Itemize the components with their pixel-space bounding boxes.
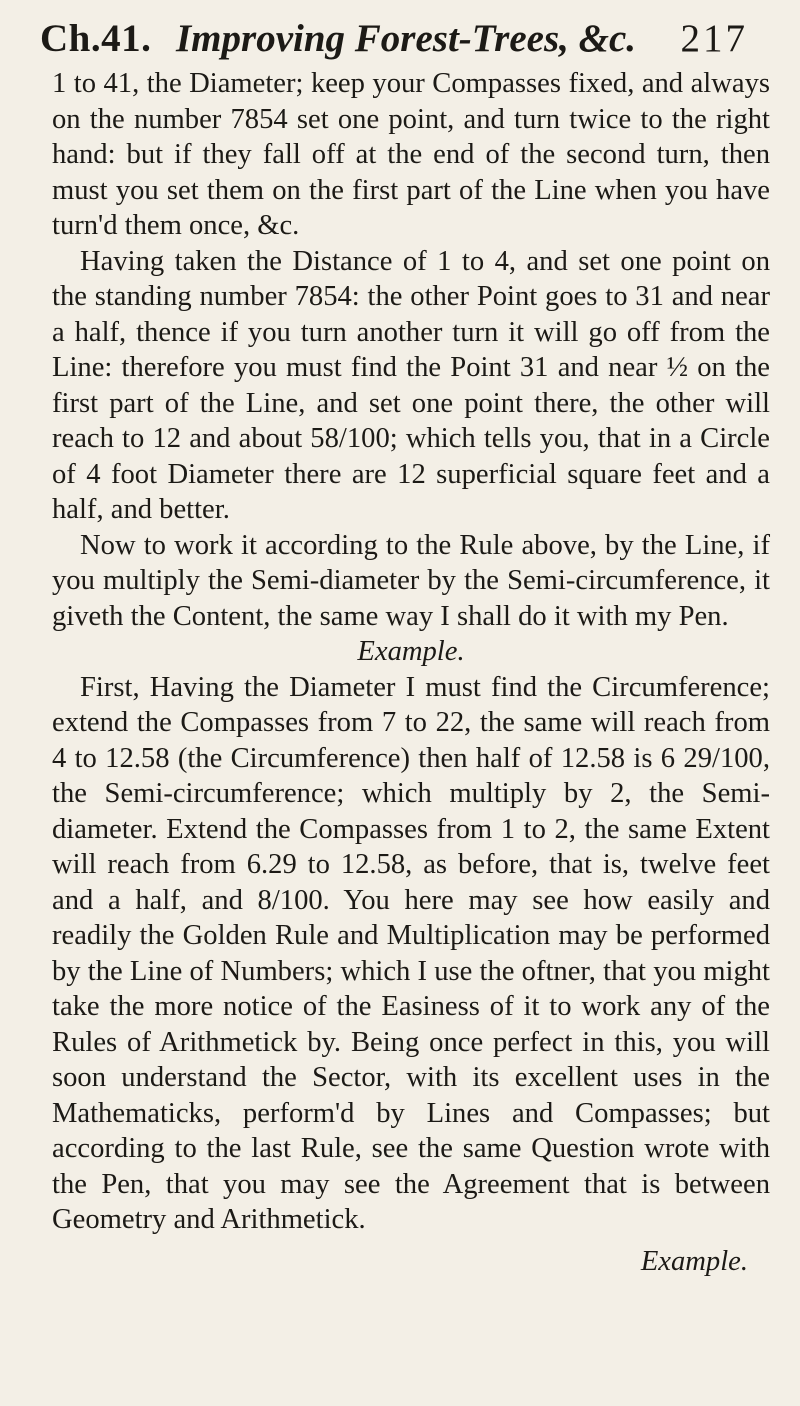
paragraph: Now to work it according to the Rule above, by the Line, if you multiply the Semi-diameter by the Semi-circumference, it giveth the Content, the same way I shall do it with my Pen. [52, 529, 770, 632]
paragraph: Having taken the Distance of 1 to 4, and set one point on the standing number 7854: the other Point goes to 31 and near a half, thence if you turn another turn it will go off from the Line: therefore you must find the Point 31 and near ½ on the first part of the Line, and set one point there, the other will reach to 12 and about 58/100; which tells you, that in a Circle of 4 foot Diameter there are 12 superficial square feet and a half, and better. [52, 245, 770, 525]
paragraph: First, Having the Diameter I must find the Circumference; extend the Compasses from 7 to 22, the same will reach from 4 to 12.58 (the Circumference) then half of 12.58 is 6 29/100, the Semi-circumference; which multiply by 2, the Semi-diameter. Extend the Compasses from 1 to 2, the same Extent will reach from 6.29 to 12.58, as before, that is, twelve feet and a half, and 8/100. You here may see how easily and readily the Golden Rule and Multiplication may be performed by the Line of Numbers; which I use the oftner, that you might take the more notice of the Easiness of it to work any of the Rules of Arithmetick by. Being once perfect in this, you will soon understand the Sector, with its excellent uses in the Mathematicks, perform'd by Lines and Compasses; but according to the last Rule, see the same Question wrote with the Pen, that you may see the Agreement that is between Geometry and Arithmetick. [52, 671, 770, 1235]
body-text [52, 66, 770, 1238]
chapter-number: Ch.41. [40, 17, 152, 60]
page-number: 217 [680, 17, 748, 60]
running-title: Improving Forest-Trees, &c. [176, 17, 637, 60]
example-heading: Example. [357, 636, 465, 667]
paragraph: 1 to 41, the Diameter; keep your Compasses fixed, and always on the number 7854 set one point, and turn twice to the right hand: but if they fall off at the end of the second turn, then must you set them on the first part of the Line when you have turn'd them once, &c. [52, 68, 770, 241]
running-head [40, 14, 770, 64]
catchword: Example. [640, 1245, 748, 1277]
